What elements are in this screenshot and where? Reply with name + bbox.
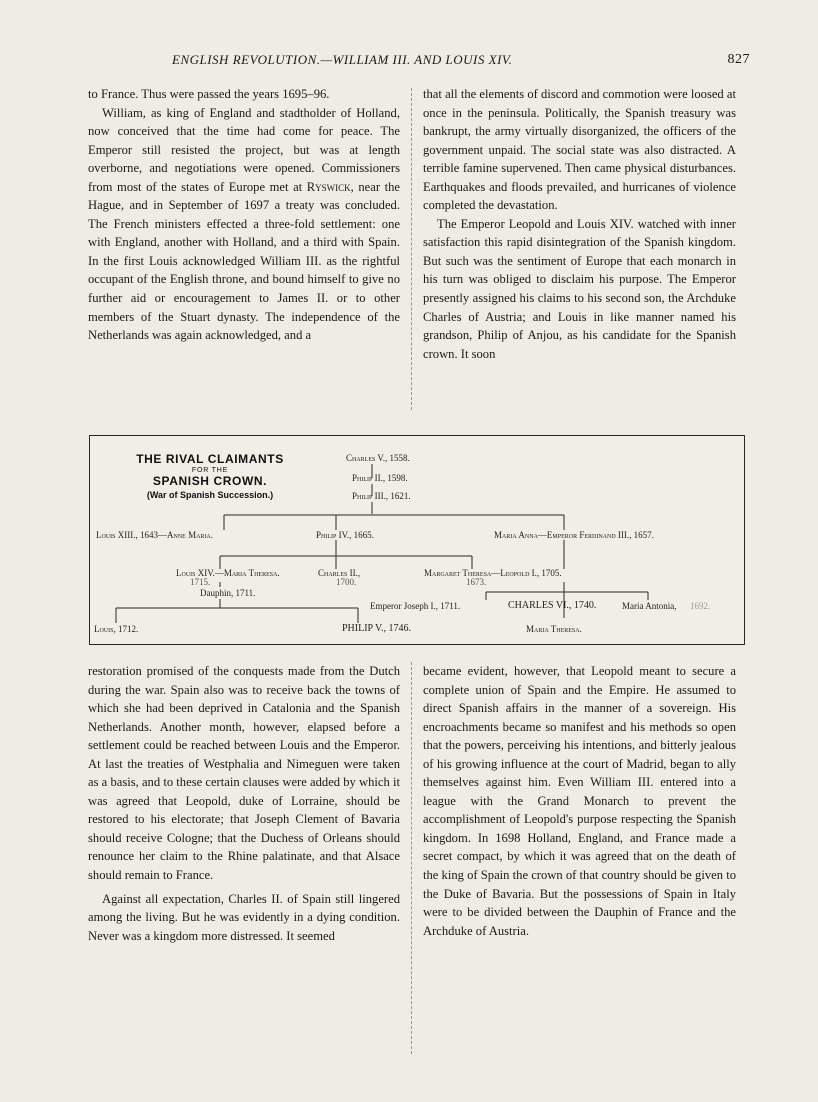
node-charles-vi: CHARLES VI., 1740. <box>508 600 597 611</box>
node-year: 1673. <box>466 577 487 587</box>
node-philip-ii: Philip II., 1598. <box>352 473 408 483</box>
node-maria-theresa: Maria Theresa. <box>526 624 582 634</box>
node-joseph-i: Emperor Joseph I., 1711. <box>370 601 461 611</box>
node-louis-1712: Louis, 1712. <box>94 624 139 634</box>
node-charles-ii: Charles II., <box>318 568 361 578</box>
node-philip-iii: Philip III., 1621. <box>352 491 411 501</box>
column-divider-bottom <box>411 662 412 1054</box>
running-title: ENGLISH REVOLUTION.—WILLIAM III. AND LOUIS XIV. <box>172 52 513 67</box>
node-philip-v: PHILIP V., 1746. <box>342 623 411 634</box>
paragraph: Against all expectation, Charles II. of Spain still lingered among the living. But he was evidently in a dying condition. Never was a kingdom more distressed. It seemed <box>88 891 400 943</box>
paragraph: to France. Thus were passed the years 1695–96. <box>88 87 330 101</box>
running-header <box>60 52 750 72</box>
node-dauphin: Dauphin, 1711. <box>200 588 256 598</box>
node-margaret-theresa: Margaret Theresa—Leopold I., 1705. <box>424 568 562 578</box>
chart-subtitle: (War of Spanish Succession.) <box>146 490 274 500</box>
paragraph: became evident, however, that Leopold meant to secure a complete union of Spain and the Empire. He assumed to direct Spanish affairs in the manner of a sovereign. His encroachments became so manifest and his methods so open that the powers, perceiving his intentions, and bitterly jealous of his growing influence at the court of Madrid, began to ally themselves against him. Even William III. entered into a league with the Grand Monarch to prevent the accomplishment of Leopold's purpose respecting the Spanish kingdom. In 1698 Holland, England, and France made a secret compact, by which it was agreed that on the death of the king of Spain the crown of that country should be given to the Duke of Bavaria. But the possessions of Spain in Italy were to be divided between the Dauphin of France and the Archduke of Austria. <box>423 664 736 938</box>
text-column-top-right <box>423 85 736 363</box>
node-charles-v: Charles V., 1558. <box>346 453 410 463</box>
text-column-bottom-right <box>423 662 736 940</box>
paragraph-text: , near the Hague, and in September of 1697 a treaty was concluded. The French ministers effected a three-fold settlement: one with England, another with Holland, and a third with Spain. In the first Louis acknowledged William III. as the rightful occupant of the English throne, and bound himself to give no further aid or encouragement to James II. or to other members of the Stuart dynasty. The independence of the Netherlands was again acknowledged, and a <box>88 179 400 343</box>
node-philip-iv: Philip IV., 1665. <box>316 530 374 540</box>
paragraph <box>88 104 400 345</box>
node-louis-xiii: Louis XIII., 1643—Anne Maria. <box>96 530 213 540</box>
text-column-bottom-left <box>88 662 400 945</box>
node-louis-xiv: Louis XIV.—Maria Theresa. <box>176 568 280 578</box>
node-year: 1715. <box>190 577 211 587</box>
paragraph: The Emperor Leopold and Louis XIV. watched with inner satisfaction this rapid disintegration of the Spanish kingdom. But such was the sentiment of Europe that each monarch in his turn was obliged to disclaim his purpose. The Emperor presently assigned his claims to his second son, the Archduke Charles of Austria; and Louis in like manner named his grandson, Philip of Anjou, as his candidate for the Spanish crown. It soon <box>423 216 736 361</box>
node-maria-antonia: Maria Antonia, <box>622 601 677 611</box>
paragraph: restoration promised of the conquests made from the Dutch during the war. Spain also was to receive back the towns of which she had been deprived in Catalonia and the Spanish Netherlands. Another month, however, elapsed before a settlement could be reached between Louis and the Emperor. At last the treaties of Westphalia and Nimeguen were taken as a basis, and to these certain clauses were added by which it was agreed that Leopold, duke of Lorraine, should be restored to his electorate; that Joseph Clement of Bavaria should receive Cologne; that the Duchess of Orleans should renounce her claim to the Rhine palatinate, and that Alsace should remain to France. <box>88 664 400 883</box>
page-number: 827 <box>727 52 750 67</box>
paragraph: that all the elements of discord and commotion were loosed at once in the peninsula. Politically, the Spanish treasury was bankrupt, the army virtually disorganized, the officers of the government unpaid. The social state was also distracted. A terrible famine supervened. Then came physical disturbances. Earthquakes and floods prevailed, and hurricanes of violence completed the devastation. <box>423 87 736 213</box>
chart-title-line: FOR THE <box>191 467 229 474</box>
node-year: 1692. <box>690 601 711 611</box>
node-maria-anna: Maria Anna—Emperor Ferdinand III., 1657. <box>494 530 654 540</box>
genealogy-chart <box>89 435 745 645</box>
chart-title-line: THE RIVAL CLAIMANTS <box>136 452 284 466</box>
text-column-top-left <box>88 85 400 345</box>
column-divider-top <box>411 88 412 410</box>
chart-title <box>110 452 310 500</box>
chart-title-line: SPANISH CROWN. <box>152 474 268 488</box>
place-name: Ryswick <box>306 179 351 194</box>
paragraph-text: William, as king of England and stadtholder of Holland, now conceived that the time had come for peace. The Emperor still resisted the project, but was at length overborne, and negotiations were opened. Commissioners from most of the states of Europe met at <box>88 105 400 194</box>
node-year: 1700. <box>336 577 357 587</box>
